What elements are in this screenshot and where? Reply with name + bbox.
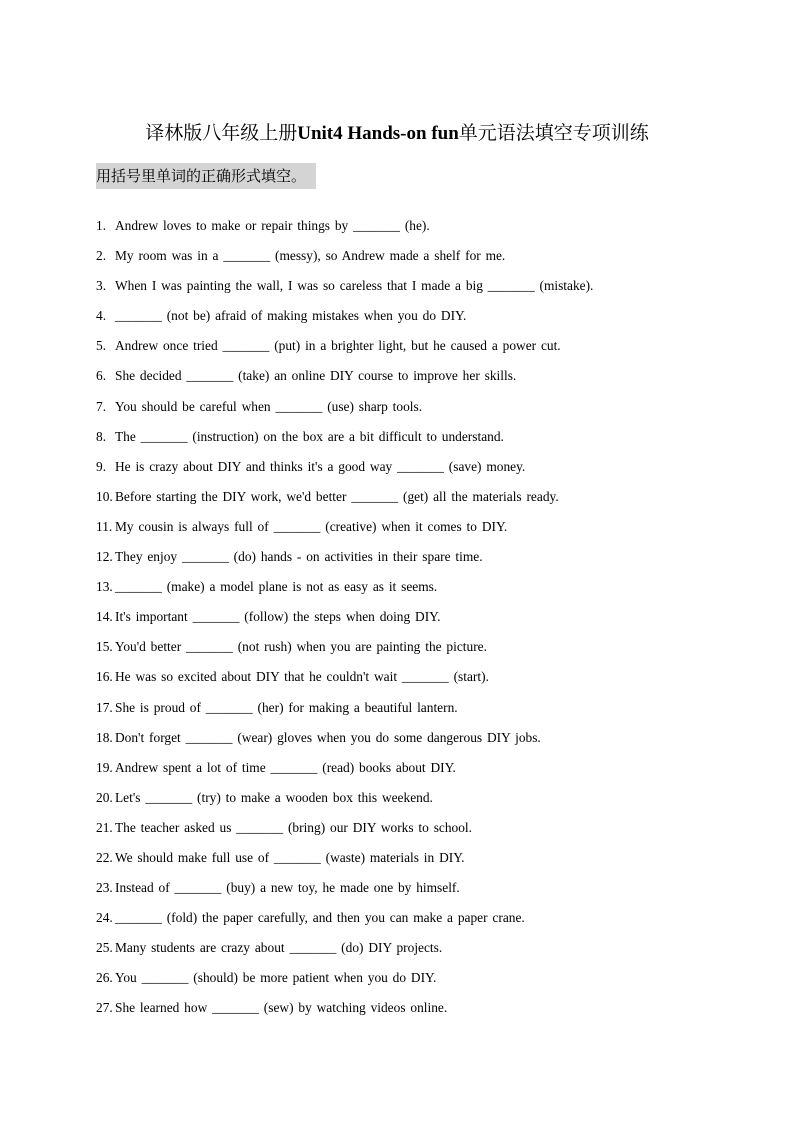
question-number: 15. xyxy=(96,639,113,655)
question-number: 2. xyxy=(96,248,107,264)
question-text: Let's _______ (try) to make a wooden box this weekend. xyxy=(115,789,433,805)
question-text: Andrew loves to make or repair things by _______ (he). xyxy=(115,218,430,233)
question-item xyxy=(96,967,716,997)
question-text: You _______ (should) be more patient when you do DIY. xyxy=(115,970,437,986)
question-text: He is crazy about DIY and thinks it's a good way _______ (save) money. xyxy=(115,458,526,474)
question-item xyxy=(96,215,716,245)
question-text: When I was painting the wall, I was so careless that I made a big _______ (mistake). xyxy=(115,278,594,294)
question-number: 10. xyxy=(96,488,113,504)
question-text: Many students are crazy about _______ (do) DIY projects. xyxy=(115,940,443,956)
question-item xyxy=(96,245,716,275)
question-number: 18. xyxy=(96,729,113,745)
question-number: 7. xyxy=(96,398,107,414)
question-text: Andrew once tried _______ (put) in a brighter light, but he caused a power cut. xyxy=(115,338,561,354)
question-number: 24. xyxy=(96,910,113,926)
question-list xyxy=(96,215,716,1028)
question-text: _______ (make) a model plane is not as easy as it seems. xyxy=(115,579,438,595)
question-item xyxy=(96,606,716,636)
question-number: 27. xyxy=(96,1000,113,1016)
question-item xyxy=(96,727,716,757)
question-text: The _______ (instruction) on the box are a bit difficult to understand. xyxy=(115,428,504,444)
question-item xyxy=(96,396,716,426)
question-text: We should make full use of _______ (waste) materials in DIY. xyxy=(115,849,465,865)
question-text: It's important _______ (follow) the steps when doing DIY. xyxy=(115,609,441,625)
question-item xyxy=(96,697,716,727)
question-number: 1. xyxy=(96,218,107,233)
question-item xyxy=(96,847,716,877)
question-number: 12. xyxy=(96,549,113,565)
title-unit: Unit4 Hands-on fun xyxy=(297,123,459,144)
question-number: 14. xyxy=(96,609,113,625)
question-item xyxy=(96,486,716,516)
question-item xyxy=(96,757,716,787)
title-suffix: 单元语法填空专项训练 xyxy=(458,123,649,144)
question-item xyxy=(96,666,716,696)
question-item xyxy=(96,817,716,847)
question-number: 16. xyxy=(96,669,113,685)
question-number: 3. xyxy=(96,278,107,294)
question-number: 9. xyxy=(96,458,107,474)
question-text: You should be careful when _______ (use) sharp tools. xyxy=(115,398,423,414)
question-text: She decided _______ (take) an online DIY course to improve her skills. xyxy=(115,368,517,384)
question-item xyxy=(96,305,716,335)
question-number: 23. xyxy=(96,880,113,896)
question-item xyxy=(96,426,716,456)
question-number: 17. xyxy=(96,699,113,715)
question-text: He was so excited about DIY that he couldn't wait _______ (start). xyxy=(115,669,489,685)
title-prefix: 译林版八年级上册 xyxy=(145,123,298,144)
question-item xyxy=(96,576,716,606)
question-number: 6. xyxy=(96,368,107,384)
question-item xyxy=(96,937,716,967)
question-item xyxy=(96,335,716,365)
instruction-heading: 用括号里单词的正确形式填空。 xyxy=(96,163,316,189)
question-text: The teacher asked us _______ (bring) our DIY works to school. xyxy=(115,819,472,835)
question-number: 25. xyxy=(96,940,113,956)
question-item xyxy=(96,275,716,305)
question-number: 4. xyxy=(96,308,107,324)
question-number: 19. xyxy=(96,759,113,775)
question-item xyxy=(96,636,716,666)
question-number: 22. xyxy=(96,849,113,865)
question-item xyxy=(96,877,716,907)
question-text: _______ (not be) afraid of making mistakes when you do DIY. xyxy=(115,308,467,324)
question-item xyxy=(96,997,716,1027)
question-item xyxy=(96,456,716,486)
question-text: She is proud of _______ (her) for making a beautiful lantern. xyxy=(115,699,458,715)
question-text: She learned how _______ (sew) by watching videos online. xyxy=(115,1000,448,1016)
question-number: 5. xyxy=(96,338,107,354)
question-text: _______ (fold) the paper carefully, and then you can make a paper crane. xyxy=(115,910,525,926)
question-text: My cousin is always full of _______ (creative) when it comes to DIY. xyxy=(115,518,508,534)
question-number: 26. xyxy=(96,970,113,986)
question-text: Before starting the DIY work, we'd better _______ (get) all the materials ready. xyxy=(115,488,559,504)
question-text: Instead of _______ (buy) a new toy, he made one by himself. xyxy=(115,880,460,896)
page-title xyxy=(0,121,794,147)
question-text: Andrew spent a lot of time _______ (read) books about DIY. xyxy=(115,759,456,775)
question-text: My room was in a _______ (messy), so Andrew made a shelf for me. xyxy=(115,248,506,264)
question-item xyxy=(96,907,716,937)
question-number: 11. xyxy=(96,518,113,534)
question-text: Don't forget _______ (wear) gloves when you do some dangerous DIY jobs. xyxy=(115,729,541,745)
question-item xyxy=(96,516,716,546)
question-item xyxy=(96,365,716,395)
question-number: 20. xyxy=(96,789,113,805)
question-number: 13. xyxy=(96,579,113,595)
question-item xyxy=(96,787,716,817)
question-text: They enjoy _______ (do) hands - on activities in their spare time. xyxy=(115,549,483,565)
question-item xyxy=(96,546,716,576)
question-number: 21. xyxy=(96,819,113,835)
question-text: You'd better _______ (not rush) when you are painting the picture. xyxy=(115,639,487,655)
question-number: 8. xyxy=(96,428,107,444)
